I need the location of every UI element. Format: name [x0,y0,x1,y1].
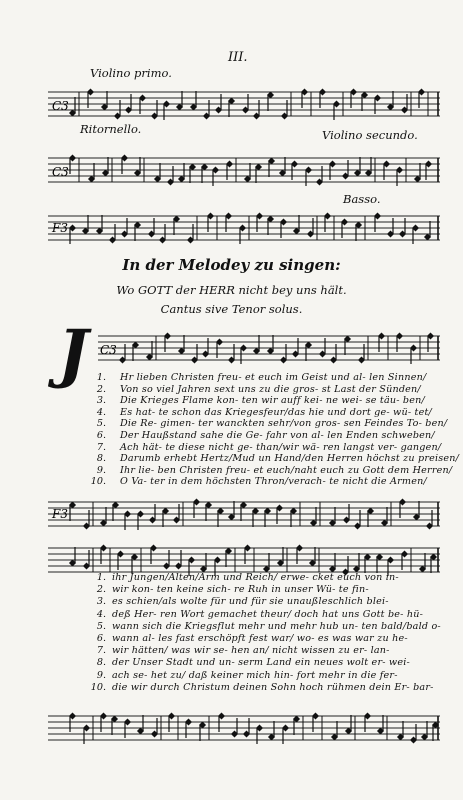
verse-number: 4. [96,608,106,620]
verse-number: 7. [96,441,106,453]
label-ritornello: Ritornello. [80,122,142,136]
clef-continuo-1: F3 [52,507,68,521]
verse-number: 8. [96,657,106,669]
decorated-initial: J [58,316,89,391]
verse-text: Der Haußstand sahe die Ge- fahr von al- len Enden schweben/ [120,430,435,441]
label-violino-secundo: Violino secundo. [322,128,418,142]
verse-number: 5. [96,620,106,632]
verse-text: der Unser Stadt und un- serm Land ein neues wolt er- wei- [112,657,410,669]
staff-continuo-2 [0,704,463,748]
page-number: III. [228,50,248,65]
verse-number: 6. [96,633,106,644]
verse-text: Ach hät- te diese nicht ge- than/wir wä- ren langst ver- gangen/ [120,441,442,453]
clef-violino-primo: C3 [52,99,69,113]
label-basso: Basso. [343,192,381,206]
voice-designation: Cantus sive Tenor solus. [160,302,303,316]
verse-number: 5. [96,418,106,430]
verse-number: 9. [96,464,106,476]
verse-text: wann sich die Kriegsflut mehr und mehr hub un- ten bald/bald o- [112,620,441,632]
label-violino-primo: Violino primo. [90,66,172,80]
staff-cantus-1 [0,326,463,366]
verse-text: wann al- les fast erschöpft fest war/ wo- es was war zu he- [112,633,408,644]
verse-text: es schien/als wolte für und für sie unaußleschlich blei- [112,596,389,608]
verse-number: 9. [96,669,106,681]
verse-number: 10. [90,681,106,693]
verse-number: 1. [96,572,106,583]
verse-number: 2. [96,383,106,395]
verse-text: die wir durch Christum deinen Sohn hoch rühmen dein Er- bar- [112,681,434,693]
verse-text: O Va- ter in dem höchsten Thron/verach- te nicht die Armen/ [120,476,427,488]
verse-text: Die Krieges Flame kon- ten wir auff kei- ne wei- se täu- ben/ [120,395,425,407]
verse-text: Von so viel Jahren sext uns zu die gros- st Last der Sünden/ [120,383,421,395]
staff-violino-primo [0,82,463,126]
verse-number: 4. [96,406,106,418]
staff-basso [0,204,463,248]
verse-number: 7. [96,645,106,657]
clef-cantus-1: C3 [100,343,117,357]
verse-number: 8. [96,453,106,465]
verse-text: Darumb erhebt Hertz/Mud un Hand/den Herren höchst zu preisen/ [120,453,460,465]
staff-lines [48,548,440,572]
verse-text: Es hat- te schon das Kriegesfeur/das hie und dort ge- wü- tet/ [120,406,432,418]
staff-continuo-1 [0,490,463,534]
verse-text: Die Re- gimen- ter wanckten sehr/von gros- sen Feindes To- ben/ [120,418,448,430]
verse-text: deß Her- ren Wort gemachet theur/ doch hat uns Gott be- hü- [112,608,424,620]
verse-number: 3. [96,395,106,407]
verse-text: Hr lieben Christen freu- et euch im Geist und al- len Sinnen/ [120,372,427,383]
section-heading: In der Melodey zu singen: [122,256,341,274]
staff-violino-secundo [0,148,463,192]
verse-number: 2. [96,584,106,596]
verse-text: wir kon- ten keine sich- re Ruh in unser Wü- te fin- [112,584,369,596]
verse-block-2 [0,572,463,696]
verse-text: ihr Jungen/Alten/Arm und Reich/ erwe- cket euch von in- [112,572,399,583]
clef-violino-secundo: C3 [52,165,69,179]
verse-text: Ihr lie- ben Christen freu- et euch/naht euch zu Gott dem Herren/ [120,464,453,476]
verse-number: 6. [96,430,106,441]
verse-text: ach se- het zu/ daß keiner mich hin- fort mehr in die fer- [112,669,398,681]
staff-lines [48,716,440,740]
verse-number: 1. [96,372,106,383]
melody-title: Wo GOTT der HERR nicht bey uns hält. [116,283,347,297]
verse-number: 10. [90,476,106,488]
verse-number: 3. [96,596,106,608]
verse-block-1 [0,372,463,492]
verse-text: wir hätten/ was wir se- hen an/ nicht wissen zu er- lan- [112,645,390,657]
staff-lines [48,158,440,182]
clef-basso: F3 [52,221,68,235]
